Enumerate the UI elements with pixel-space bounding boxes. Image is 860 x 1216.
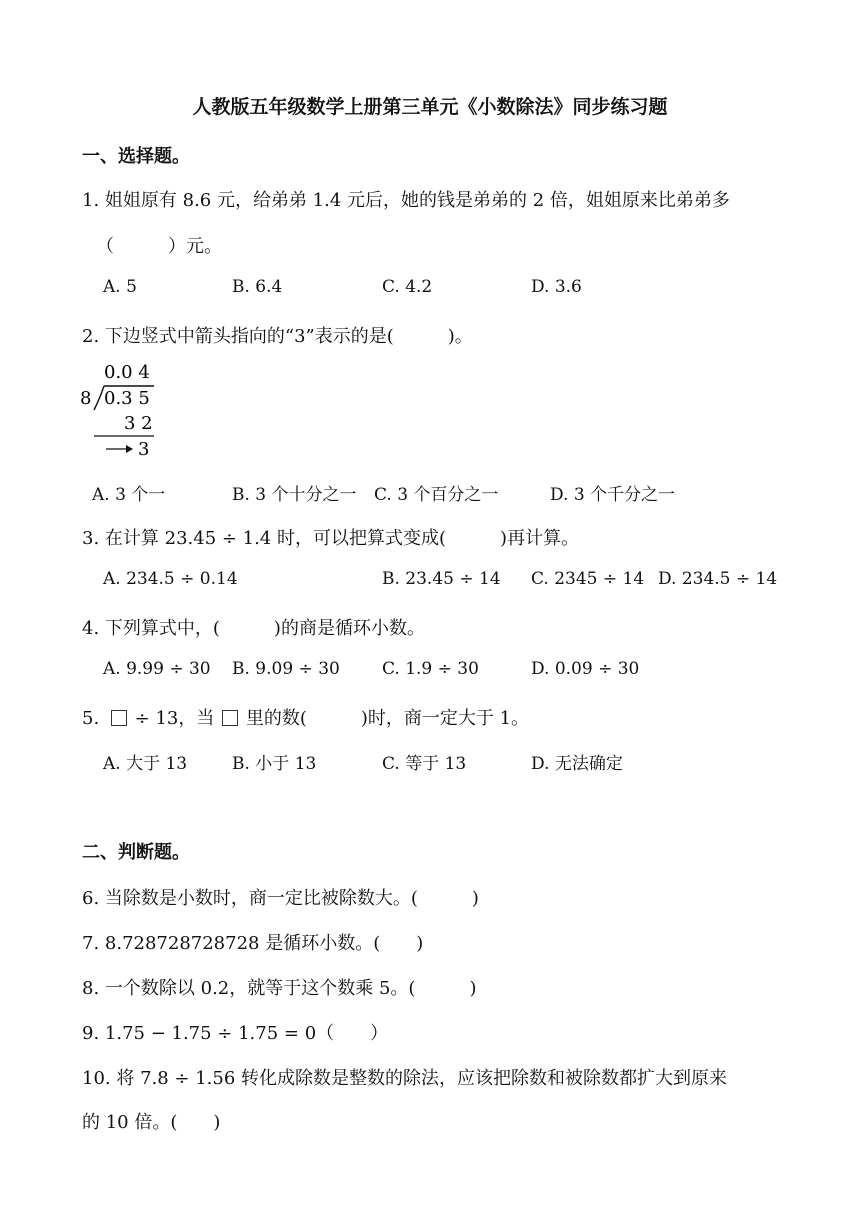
- division-remainder: 3: [138, 439, 150, 460]
- question-2-option-d[interactable]: D. 3 个千分之一: [550, 485, 676, 505]
- section-judgment-heading: 二、判断题。: [82, 842, 190, 863]
- question-1-option-a[interactable]: A. 5: [103, 277, 137, 297]
- question-5-part-2: 里的数( )时，商一定大于 1。: [245, 708, 530, 729]
- division-product: 3 2: [124, 413, 153, 434]
- question-3-option-d[interactable]: D. 234.5 ÷ 14: [658, 569, 778, 589]
- question-2-option-b[interactable]: B. 3 个十分之一: [232, 485, 357, 505]
- question-8-text: 8. 一个数除以 0.2，就等于这个数乘 5。( ): [82, 978, 477, 999]
- question-5-option-c[interactable]: C. 等于 13: [382, 754, 467, 774]
- question-2-option-c[interactable]: C. 3 个百分之一: [374, 485, 499, 505]
- blank-box-icon: [111, 710, 127, 726]
- question-3-option-c[interactable]: C. 2345 ÷ 14: [531, 569, 645, 589]
- question-2-text: 2. 下边竖式中箭头指向的“3”表示的是( )。: [82, 326, 473, 347]
- question-5-text: [82, 704, 529, 730]
- question-4-option-d[interactable]: D. 0.09 ÷ 30: [531, 659, 640, 679]
- question-5-part-1: ÷ 13，当: [134, 708, 215, 729]
- arrow-head-icon: [126, 445, 133, 453]
- question-4-text: 4. 下列算式中，( )的商是循环小数。: [82, 618, 425, 639]
- question-1-option-c[interactable]: C. 4.2: [382, 277, 433, 297]
- blank-box-icon: [222, 710, 238, 726]
- question-5-option-a[interactable]: A. 大于 13: [103, 754, 188, 774]
- division-divisor: 8: [80, 388, 92, 409]
- question-7-text: 7. 8.728728728728 是循环小数。( ): [82, 933, 424, 954]
- question-3-text: 3. 在计算 23.45 ÷ 1.4 时，可以把算式变成( )再计算。: [82, 528, 580, 549]
- question-6-text: 6. 当除数是小数时，商一定比被除数大。( ): [82, 888, 479, 909]
- section-choice-heading: 一、选择题。: [82, 146, 190, 167]
- question-4-option-b[interactable]: B. 9.09 ÷ 30: [232, 659, 340, 679]
- question-3-option-b[interactable]: B. 23.45 ÷ 14: [382, 569, 501, 589]
- question-4-option-c[interactable]: C. 1.9 ÷ 30: [382, 659, 479, 679]
- question-5-option-d[interactable]: D. 无法确定: [531, 754, 623, 774]
- question-10-line-1: 10. 将 7.8 ÷ 1.56 转化成除数是整数的除法，应该把除数和被除数都扩大到原来: [82, 1068, 728, 1089]
- question-9-text: 9. 1.75 − 1.75 ÷ 1.75 = 0（ ）: [82, 1023, 389, 1044]
- division-quotient: 0.0 4: [104, 362, 150, 383]
- long-division-figure: [74, 356, 164, 460]
- question-1-option-d[interactable]: D. 3.6: [531, 277, 582, 297]
- question-5-option-b[interactable]: B. 小于 13: [232, 754, 317, 774]
- question-10-line-2: 的 10 倍。( ): [82, 1112, 221, 1133]
- question-3-option-a[interactable]: A. 234.5 ÷ 0.14: [103, 569, 238, 589]
- question-1-option-b[interactable]: B. 6.4: [232, 277, 283, 297]
- page-title: 人教版五年级数学上册第三单元《小数除法》同步练习题: [192, 96, 668, 118]
- question-2-option-a[interactable]: A. 3 个一: [92, 485, 166, 505]
- question-1-line-2: （ ）元。: [96, 236, 222, 257]
- question-4-option-a[interactable]: A. 9.99 ÷ 30: [103, 659, 211, 679]
- question-1-line-1: 1. 姐姐原有 8.6 元，给弟弟 1.4 元后，她的钱是弟弟的 2 倍，姐姐原来比弟弟多: [82, 190, 730, 211]
- division-dividend: 0.3 5: [104, 388, 150, 409]
- question-5-number: 5.: [82, 708, 100, 729]
